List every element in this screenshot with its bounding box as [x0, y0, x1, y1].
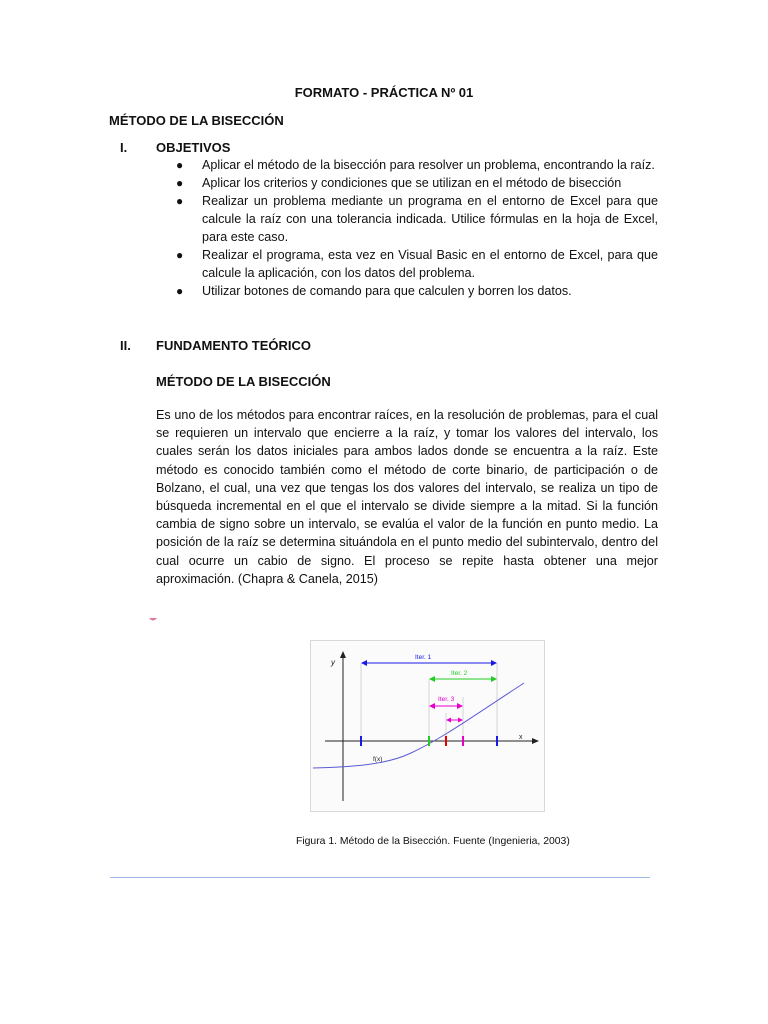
bisection-figure [310, 640, 545, 812]
bullet-text: Aplicar el método de la bisección para resolver un problema, encontrando la raíz. [202, 158, 655, 172]
iter-3-right-arrow-icon [457, 703, 463, 709]
curve-label: f(x) [373, 756, 383, 763]
bullet-text: Realizar el programa, esta vez en Visual Basic en el entorno de Excel, para que calcule la aplicación, con los datos del problema. [202, 248, 658, 280]
x-axis-label: x [519, 734, 523, 741]
list-item [176, 282, 658, 300]
bullet-icon: ● [176, 176, 184, 190]
theory-paragraph: Es uno de los métodos para encontrar raíces, en la resolución de problemas, para el cual se requieren un intervalo que encierre a la raíz, y tomar los valores del intervalo, los cuales serán los datos iniciales para ambos lados donde se encuentra a la raíz. Este método es conocido también como el método de corte binario, de participación o de Bolzano, el cual, una vez que tengas los dos valores del intervalo, se realiza un tipo de búsqueda incremental en el que el intervalo se divide siempre a la mitad. Si la función cambia de signo sobre un intervalo, se evalúa el valor de la función en punto medio. La posición de la raíz se determina situándola en el punto medio del subintervalo, dentro del cual ocurre un cabio de signo. El proceso se repite hasta obtener una mejor aproximación. (Chapra & Canela, 2015) [156, 408, 658, 586]
bullet-icon: ● [176, 194, 184, 208]
iter-3-left-arrow-icon [429, 703, 435, 709]
iter-2-left-arrow-icon [429, 676, 435, 682]
iter-2-right-arrow-icon [491, 676, 497, 682]
section-2-heading: FUNDAMENTO TEÓRICO [156, 338, 312, 353]
iter-4-left-arrow-icon [446, 718, 451, 723]
x-axis-arrow-icon [532, 738, 539, 744]
iter-1-label: Iter. 1 [415, 654, 432, 661]
section-2-subheading: MÉTODO DE LA BISECCIÓN [156, 374, 331, 389]
iter-2-label: Iter. 2 [451, 670, 468, 677]
figure-caption: Figura 1. Método de la Bisección. Fuente (Ingenieria, 2003) [296, 836, 570, 847]
y-axis-label: y [331, 658, 335, 667]
section-1-heading: OBJETIVOS [156, 140, 231, 155]
list-item [176, 192, 658, 246]
footer-divider [110, 877, 650, 878]
decorative-mark [148, 617, 158, 623]
section-1-number: I. [120, 140, 128, 155]
objectives-list [176, 156, 658, 300]
list-item [176, 174, 658, 192]
list-item [176, 156, 658, 174]
iter-4-right-arrow-icon [458, 718, 463, 723]
y-axis-arrow-icon [340, 651, 346, 658]
function-curve [313, 683, 524, 768]
iter-1-right-arrow-icon [491, 660, 497, 666]
list-item [176, 246, 658, 282]
main-heading: MÉTODO DE LA BISECCIÓN [109, 113, 284, 128]
bullet-icon: ● [176, 248, 184, 262]
document-title: FORMATO - PRÁCTICA Nº 01 [294, 85, 474, 100]
bullet-text: Realizar un problema mediante un programa en el entorno de Excel para que calcule la raíz con una tolerancia indicada. Utilice fórmulas en la hoja de Excel, para este caso. [202, 194, 658, 244]
section-2-number: II. [120, 338, 131, 353]
bullet-icon: ● [176, 158, 184, 172]
bullet-text: Aplicar los criterios y condiciones que se utilizan en el método de bisección [202, 176, 622, 190]
iter-1-left-arrow-icon [361, 660, 367, 666]
bullet-text: Utilizar botones de comando para que calculen y borren los datos. [202, 284, 572, 298]
iter-3-label: Iter. 3 [438, 696, 455, 703]
bullet-icon: ● [176, 284, 184, 298]
bisection-diagram [311, 641, 544, 811]
